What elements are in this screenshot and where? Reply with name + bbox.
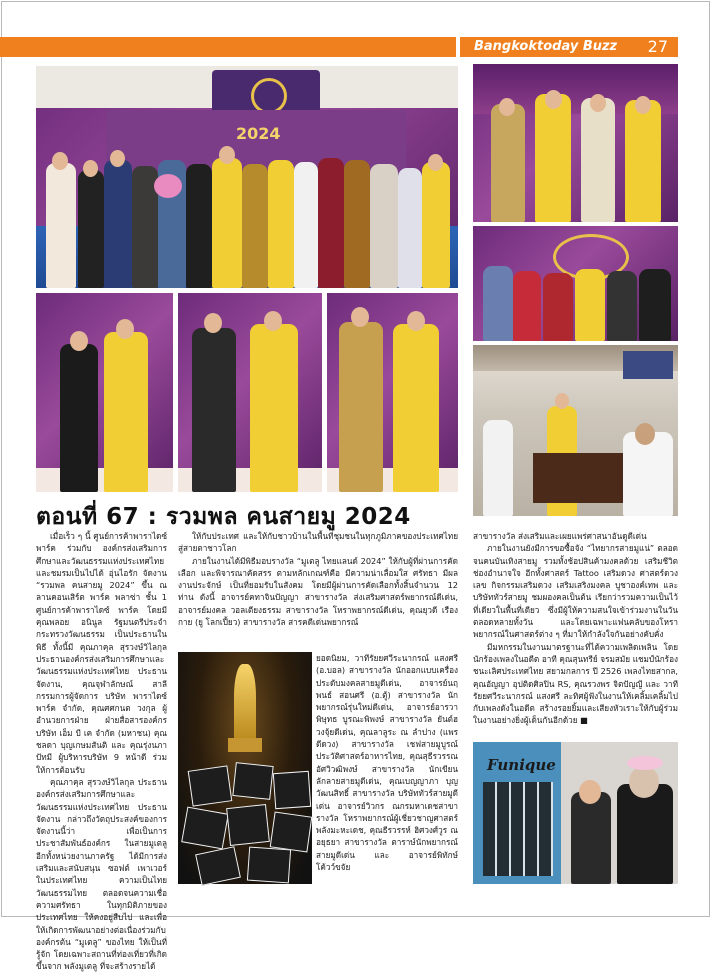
group-photo-right [473,226,678,341]
paragraph: คุณภาคุล สุรวงษ์วิไลกุล ประธานองค์กรส่งเสริมการศึกษาและวัฒนธรรมแห่งประเทศไทย ประธานจัดงาน กล่าวถึงวัตถุประสงค์ของการจัดงานนี้ว่า เพื่อเป็นการประชาสัมพันธ์องค์กร ในสายมูเตลู อีกทั้งหน่วยงานภาครัฐ ได้มีการส่งเสริมและสนับสนุน ซอฟต์ เพาเวอร์ ในประเทศไทย ความเป็นไทย วัฒนธรรมไทย ตลอดจนความเชื่อ ความศรัทธา ในทุกมิติภายของประเทศไทย ให้คงอยู่สืบไป และเพื่อให้เกิดการพัฒนาอย่างต่อเนื่องร่วมกับองค์กรต้น “มูเตลู” ของไทย ให้เป็นที่รู้จัก โดยเฉพาะสถานที่ท่องเที่ยวที่เกิดขึ้นจาก พลังมูเตลู ที่จะสร้างรายได้ [36,776,167,972]
magazine-brand: Bangkoktoday Buzz [474,39,618,54]
page-number: 27 [647,37,668,56]
tattoo-stencils-photo [178,652,312,884]
awardees-photo [473,64,678,222]
magazine-header [460,37,678,57]
article-column-1 [36,530,167,972]
award-photo-1 [36,293,173,492]
paragraph: เมื่อเร็ว ๆ นี้ ศูนย์การค้าพาราไดซ์ พาร์ค ร่วมกับ องค์กรส่งเสริมการศึกษาและวัฒนธรรมแห่งประเทศไทย และชมรมเป็นไปได้ อุ่นไอรัก จัดงาน “รวมพล คนสายมู 2024” ขึ้น ณ ลานคอนเสิร์ต พาร์ค พลาซ่า ชั้น 1 ศูนย์การค้าพาราไดซ์ พาร์ค โดยมี คุณพลอย อนินูล รัฐมนตรีประจำกระทรวงวัฒนธรรม เป็นประธานในพิธี ทั้งนี้มี คุณภาคุล สุรวงษ์วิไลกุล ประธานองค์กรส่งเสริมการศึกษาและวัฒนธรรมแห่งประเทศไทย ประธานจัดงาน, คุณจุฬาลักษณ์ สาลี กรรมการผู้จัดการ บริษัท พาราไดซ์ พาร์ค จำกัด, คุณศศกนต วงกุล ผู้อำนวยการฝ่าย ฝ่ายสื่อสารองค์กร บริษัท เอ็ม บี เค จำกัด (มหาชน) คุณชลดา บุญเกษมสันติ และ คุณรุ่งนภา ปัทมี ผู้บริหารบริษัท 9 หน้าดี ร่วมให้การต้อนรับ [36,531,167,775]
paragraph: สาขารางวัล ส่งเสริมและเผยแพร่ศาสนาอันดูดีเด่น [473,531,647,541]
article-column-3 [473,530,678,738]
article-column-2-bottom [316,652,458,884]
shop-sign: Funique [487,756,556,774]
group-photo [36,66,458,288]
award-photo-3 [327,293,458,492]
paragraph: ยอดนิยม, วาทีรัยยศวีระนากรณ์ แสงศรี (อ.บอล) สาขารางวัล นักออกแบบเครื่องประดับมงคลสายมูดีเด่น, อาจารย์นฤพนธ์ สอนศรี (อ.ตู้) สาขารางวัล นักพยากรณ์รุ่นใหม่ดีเด่น, อาจารย์อารวาพิษุทธ บูรณะพิพงษ์ สาขารางวัล ยันต์ฮวงจุ้ยดีเด่น, คุณลาลูระ ณ ลำปาง (แพรดีดวง) สาขารางวัล เชฟสายมูบูรณ์ประวัติศาสตร์อาหารไทย, คุณสุธีรวรรณ อัศวิวฒิพงษ์ สาขารางวัล นักเขียนลักลายสายมูดีเด่น, คุณเบญญาภา บุญวัฒนสิทธิ์ สาขารางวัล บริษัททัวร์สายมูดีเด่น อาจารย์วิวกร ณกรมหาเดชสาขารางวัล โหราพยากรณ์ผู้เชี่ยวชาญศาสตร์พลังมะหะเดช, คุณธีรวรรห์ ฮิศวงศ์วูร ณ อยุธยา สาขารางวัล ตาราษ์นักพยากรณ์สายมูดีเด่น และ อาจารย์พิทักษ์ โค้วว์ขจัย [316,653,458,873]
paragraph: มีมหกรรมในงานมาตรฐานะที่ได้ความเพลิดเพลิน โดยนักร้องเพลงในอดีต อาที คุณสุนทรีย์ จรมสมัย แชมป์นักร้องชนะเลิศประเทศไทย สยามกลการ ปี 2526 เพลงไทยสากล, คุณอัญญา อุปติดศิลปิน RS, คุณรวงพร จิตปัญญี และ วาทีรัยยศวีระนากรณ์ แสงศรี ละทิศผู้ฟังในงานให้เคลิ้มเคลิ้มไปกับเพลงดังในอดีต สร้างรอยยิ้มและเสียงหัวเราะให้กับผู้ร่วมในงานอย่างยิ่งผู้เด็นกันอีกด้วย ■ [473,641,678,726]
article-column-2-top [178,530,458,648]
paragraph: ภายในงานได้มีพิธีมอบรางวัล “มูเตลู ไทยแลนด์ 2024” ให้กับผู้ที่ผ่านการคัดเลือก และพิจารณาคัดสรร ตามหลักเกณฑ์คือ มีความน่าเลื่อมใส ศรัทธา มีผลงานประจักษ์ เป็นที่ยอมรับในสังคม โดยมีผู้ผ่านการคัดเลือกทั้งสิ้นจำนวน 12 ท่าน ดังนี้ อาจารย์คทาจินปัญญา สาขารางวัล ส่งเสริมศาสตร์พยากรณ์ดีเด่น, อาจารย์มงคล วอลเตียงธรรม สาขารางวัล โหราพยากรณ์ดีเด่น, คุณยุวดี เรืองกาย (ยู โลกเปี้ยว) สาขารางวัล สารคดีเด่นพยากรณ์ [178,555,458,628]
header-accent-bar [0,37,456,57]
event-hall-photo [473,345,678,516]
shop-booth-photo [473,742,678,884]
award-photo-2 [178,293,322,492]
paragraph: ภายในงานยังมีการขอซื้อจัง “ไทยากรสายมูแน่” ตลอดจนคนบันเทิงสายมู รวมทั้งช้อปสินค้ามงคลด้วย เสริมชีวิตช่องอำนาจใจ อีกทั้งศาสตร์ Tattoo เสริมดวง ศาสตร์ดวงเลข กิจกรรมเสริมดวง เสริมเสริงมงคล บูชาองค์เทพ และบริษัททัวร์สายมู ชมผองคลเป็นต้น เรียกว่ารวมความเป็นไว้ที่เดียวในพื้นที่เดียว ซึ่งมีผู้ให้ความสนใจเข้าร่วมงานในวันตลอดหลายทั้งวัน และโดยเฉพาะแฟนคลับของโหราพยากรณ์ในศาสตร์ต่าง ๆ ที่มาให้กำลังใจกันอย่างคับคั่ง [473,543,678,640]
paragraph: ให้กับประเทศ และให้กับชาวบ้านในพื้นที่ชุมชนในทุกภูมิภาคของประเทศไทยสู่สายตาชาวโลก [178,531,458,554]
banner-year: 2024 [236,124,281,143]
article-title: ตอนที่ 67 : รวมพล คนสายมู 2024 [36,504,411,530]
